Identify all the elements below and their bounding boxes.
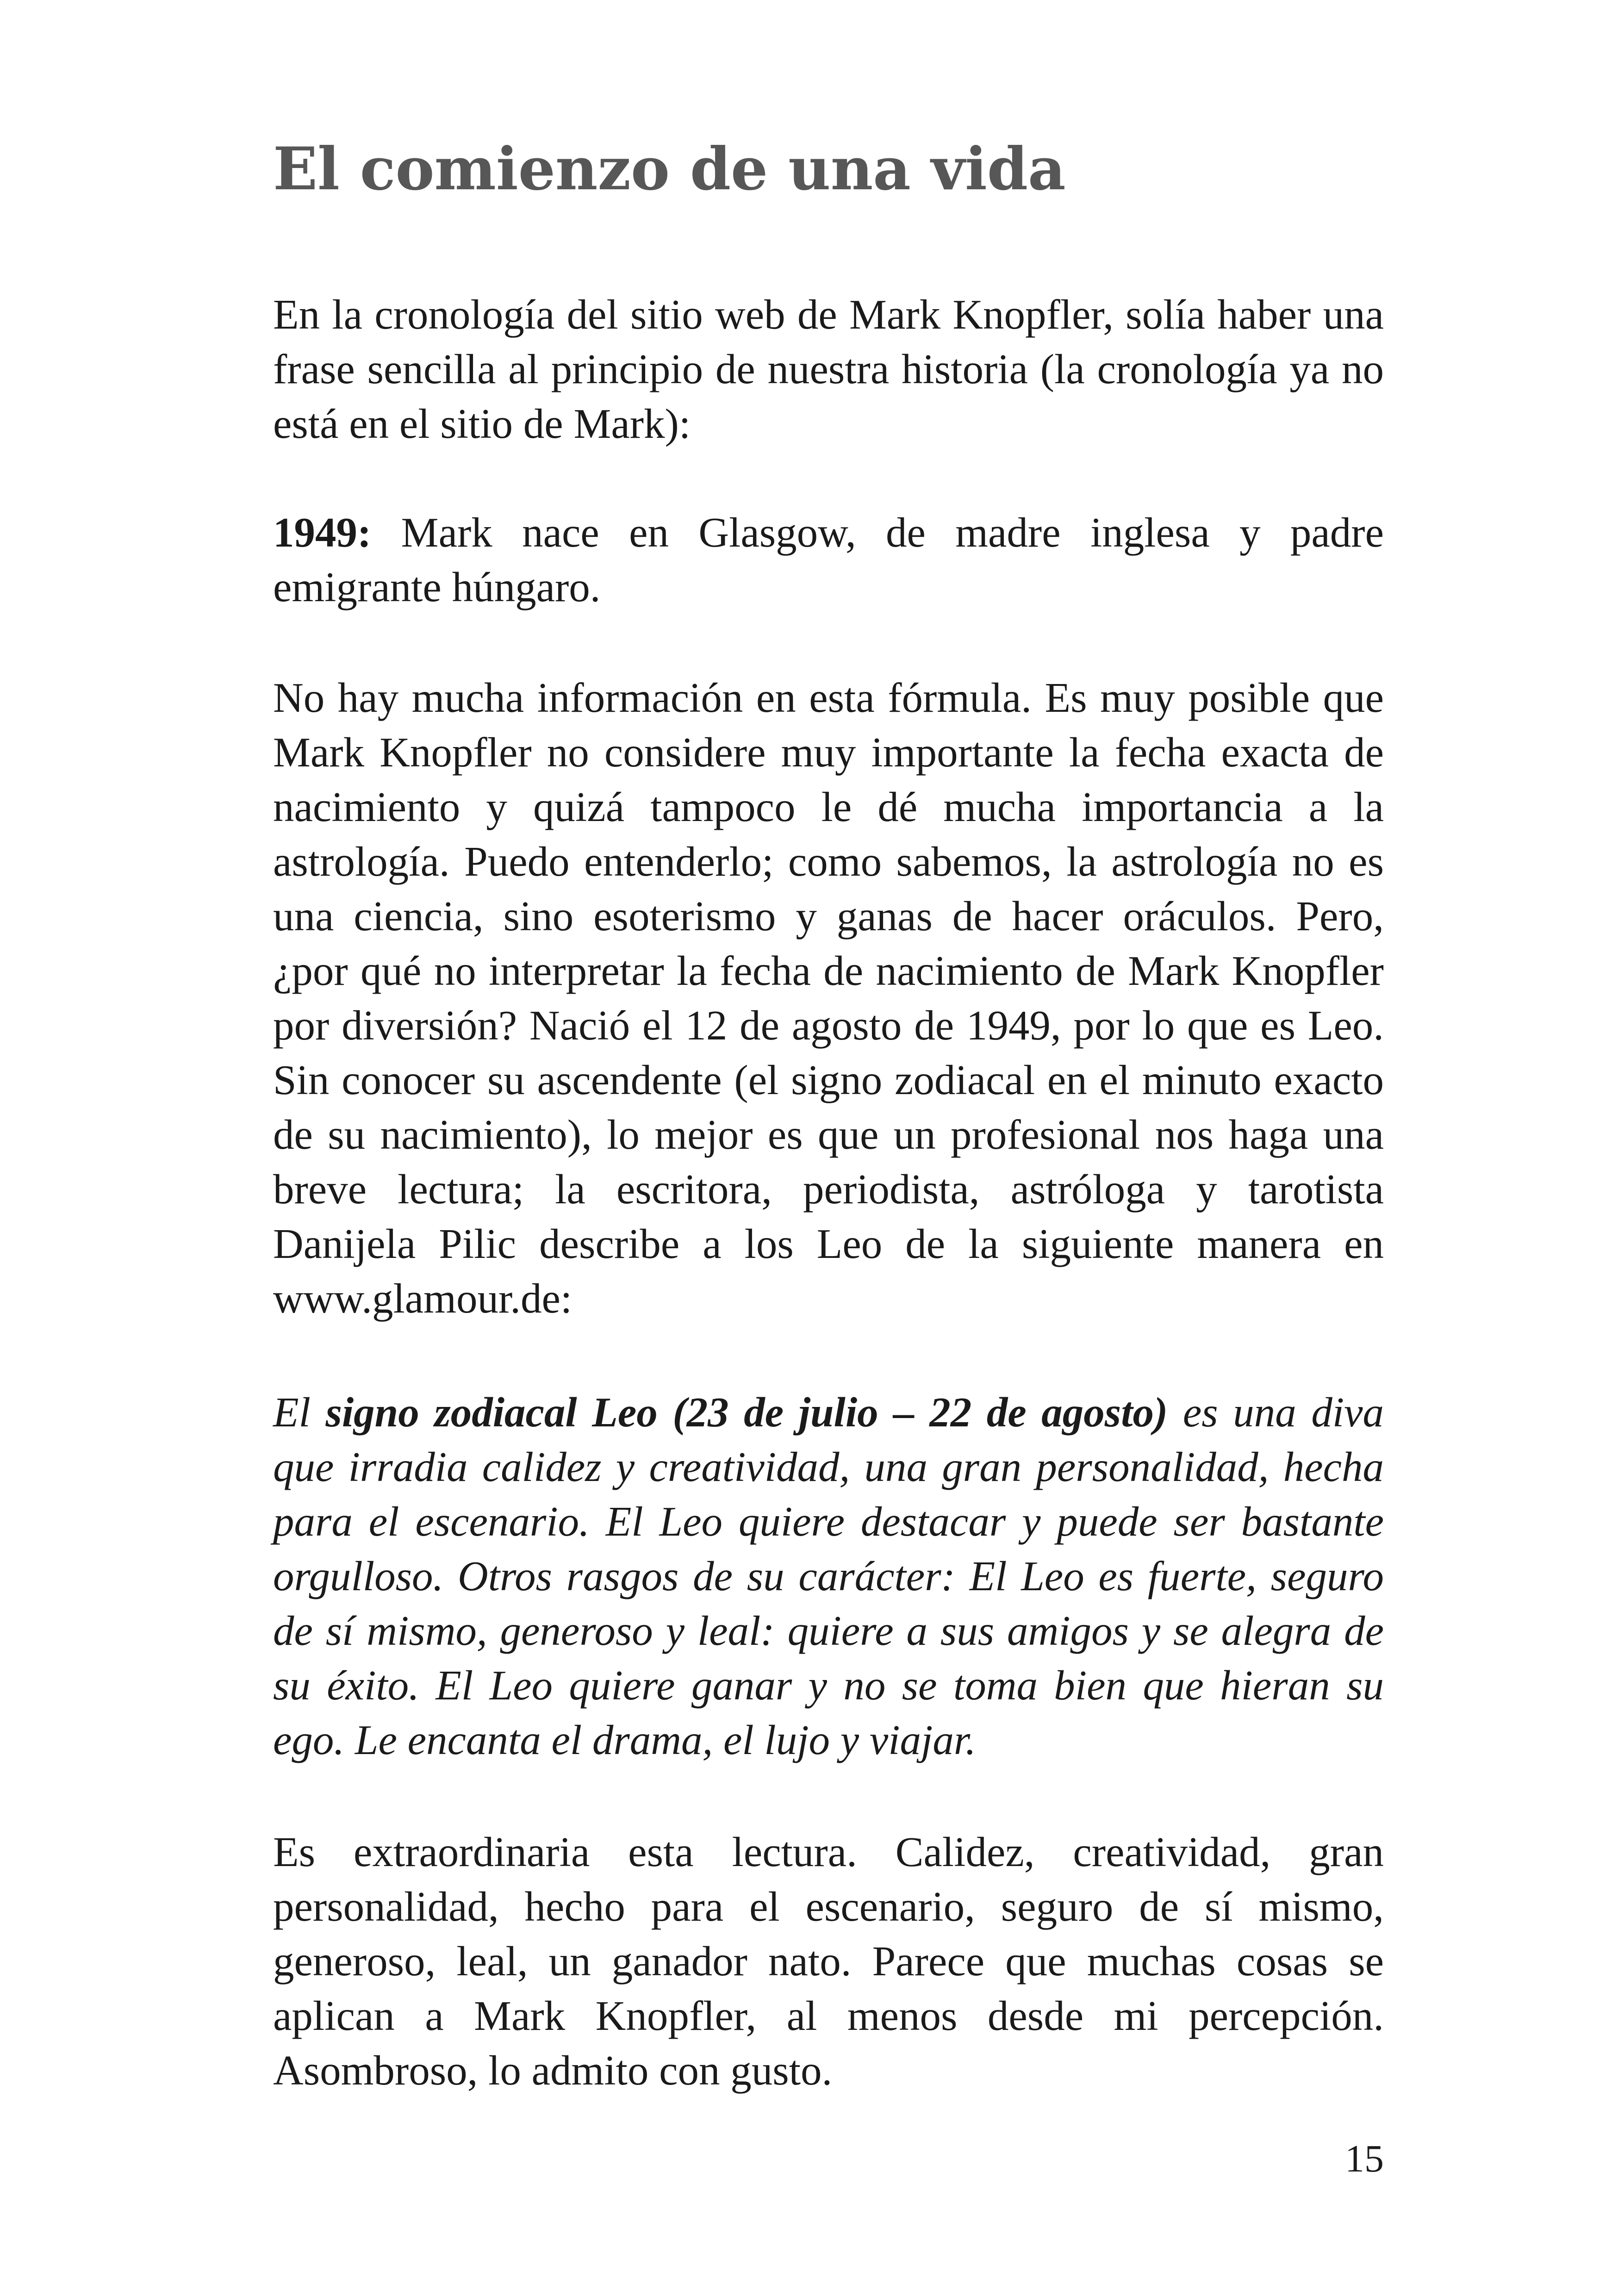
timeline-year: 1949: <box>273 509 372 556</box>
quote-bold-phrase: signo zodiacal Leo (23 de julio – 22 de agosto) <box>325 1389 1168 1436</box>
body-paragraph: No hay mucha información en esta fórmula. Es muy posible que Mark Knopfler no considere muy importante la fecha exacta de nacimiento y quizá tampoco le dé mucha importancia a la astrología. Puedo entenderlo; como sabemos, la astrología no es una ciencia, sino esoterismo y ganas de hacer oráculos. Pero, ¿por qué no interpretar la fecha de nacimiento de Mark Knopfler por diversión? Nació el 12 de agosto de 1949, por lo que es Leo. Sin conocer su ascendente (el signo zodiacal en el minuto exacto de su nacimiento), lo mejor es que un profesional nos haga una breve lectura; la escritora, periodista, astróloga y tarotista Danijela Pilic describe a los Leo de la siguiente manera en www.glamour.de: <box>273 674 1384 1322</box>
quote-text: es una diva que irradia calidez y creatividad, una gran personalidad, hecha para el escenario. El Leo quiere destacar y puede ser bastante orgulloso. Otros rasgos de su carácter: El Leo es fuerte, seguro de sí mismo, generoso y leal: quiere a sus amigos y se alegra de su éxito. El Leo quiere ganar y no se toma bien que hieran su ego. Le encanta el drama, el lujo y viajar. <box>273 1389 1384 1763</box>
closing-paragraph: Es extraordinaria esta lectura. Calidez, creatividad, gran personalidad, hecho para el escenario, seguro de sí mismo, generoso, leal, un ganador nato. Parece que muchas cosas se aplican a Mark Knopfler, al menos desde mi percepción. Asombroso, lo admito con gusto. <box>273 1829 1384 2094</box>
timeline-entry <box>273 505 1384 615</box>
quote-paragraph <box>273 1385 1384 1767</box>
page-number: 15 <box>1345 2137 1384 2180</box>
timeline-text: Mark nace en Glasgow, de madre inglesa y padre emigrante húngaro. <box>273 509 1384 610</box>
intro-paragraph: En la cronología del sitio web de Mark Knopfler, solía haber una frase sencilla al principio de nuestra historia (la cronología ya no está en el sitio de Mark): <box>273 291 1384 447</box>
quote-lead: El <box>273 1389 326 1436</box>
chapter-title: El comienzo de una vida <box>273 135 1066 203</box>
